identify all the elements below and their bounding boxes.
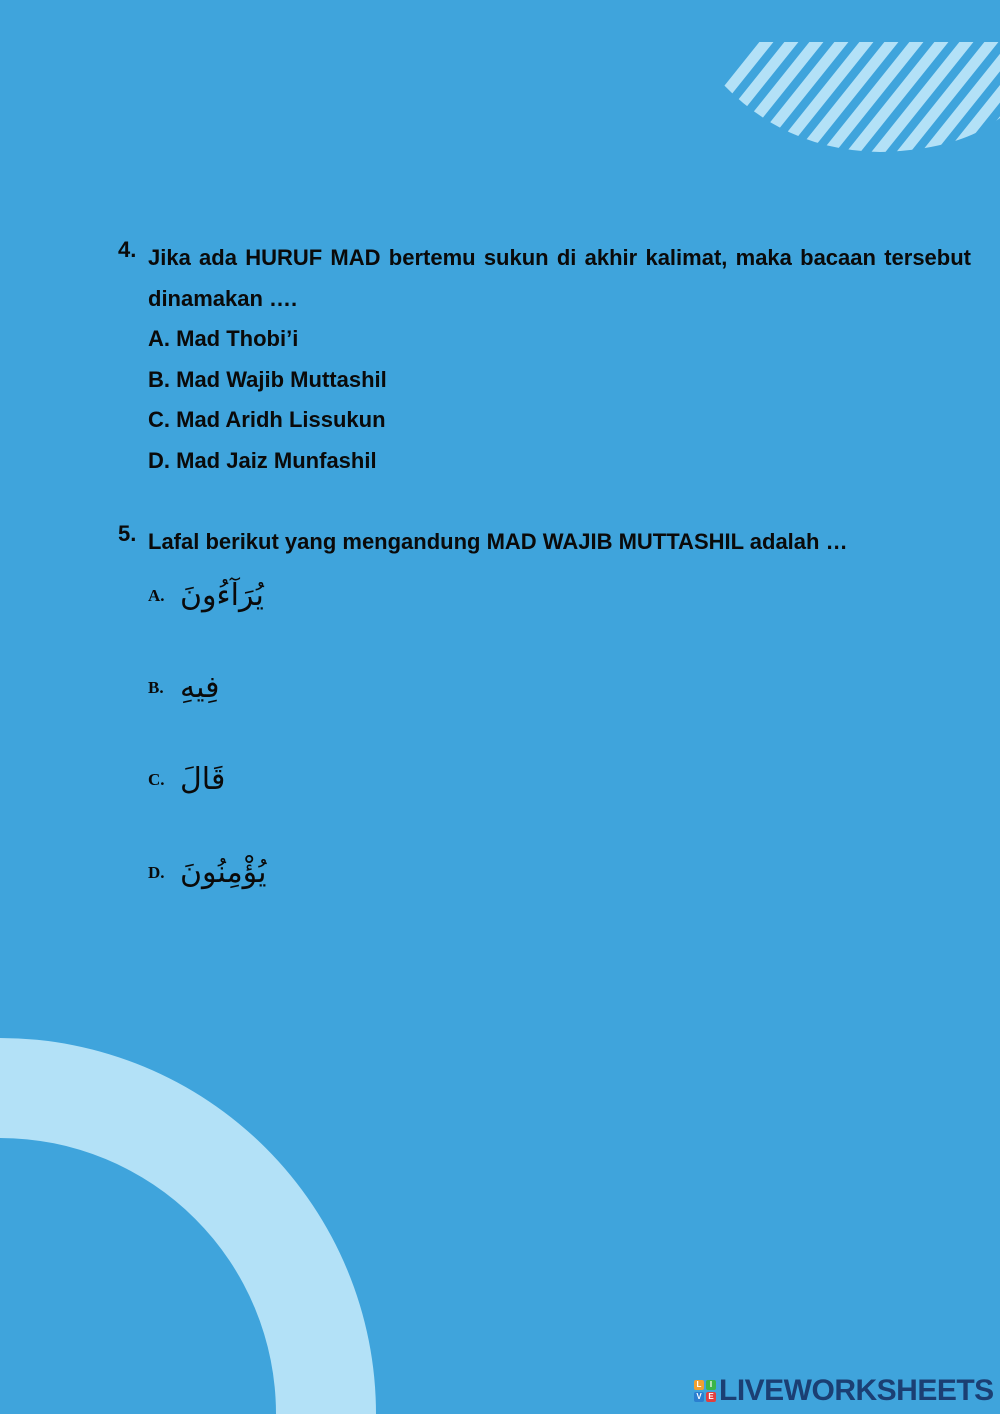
logo-letter: E bbox=[706, 1392, 716, 1402]
option-letter: B. bbox=[148, 677, 164, 697]
arc-decoration bbox=[0, 1000, 1000, 1414]
arabic-option-d[interactable] bbox=[148, 855, 267, 890]
logo-letter: L bbox=[694, 1380, 704, 1390]
arabic-word: يُؤْمِنُونَ bbox=[180, 855, 267, 890]
option-letter: D. bbox=[148, 862, 165, 882]
arabic-option-c[interactable] bbox=[148, 762, 225, 797]
option-d[interactable]: D. Mad Jaiz Munfashil bbox=[148, 447, 377, 473]
arabic-word: قَالَ bbox=[180, 762, 226, 797]
option-b[interactable]: B. Mad Wajib Muttashil bbox=[148, 366, 387, 392]
option-letter: A. bbox=[148, 585, 165, 605]
question-number: 5. bbox=[118, 521, 137, 546]
option-a[interactable]: A. Mad Thobi’i bbox=[148, 326, 299, 351]
liveworksheets-logo bbox=[694, 1374, 994, 1408]
logo-mark-icon bbox=[694, 1380, 716, 1402]
question-number: 4. bbox=[118, 237, 137, 262]
question-text: Jika ada HURUF MAD bertemu sukun di akhir kalimat, maka bacaan tersebut dinamakan …. bbox=[148, 245, 971, 311]
option-letter: C. bbox=[148, 769, 165, 789]
arabic-option-a[interactable] bbox=[148, 578, 264, 613]
question-text: Lafal berikut yang mengandung MAD WAJIB MUTTASHIL adalah … bbox=[148, 529, 848, 554]
arabic-word: يُرَآءُونَ bbox=[180, 578, 264, 613]
arabic-option-b[interactable] bbox=[148, 670, 219, 705]
logo-letter: I bbox=[706, 1380, 716, 1390]
question-4 bbox=[118, 237, 971, 481]
striped-half-circle-decoration bbox=[0, 0, 1000, 200]
option-c[interactable]: C. Mad Aridh Lissukun bbox=[148, 407, 386, 432]
arabic-word: فِيهِ bbox=[180, 670, 220, 705]
question-5 bbox=[118, 521, 971, 562]
logo-letter: V bbox=[694, 1392, 704, 1402]
logo-text: LIVEWORKSHEETS bbox=[719, 1374, 994, 1407]
